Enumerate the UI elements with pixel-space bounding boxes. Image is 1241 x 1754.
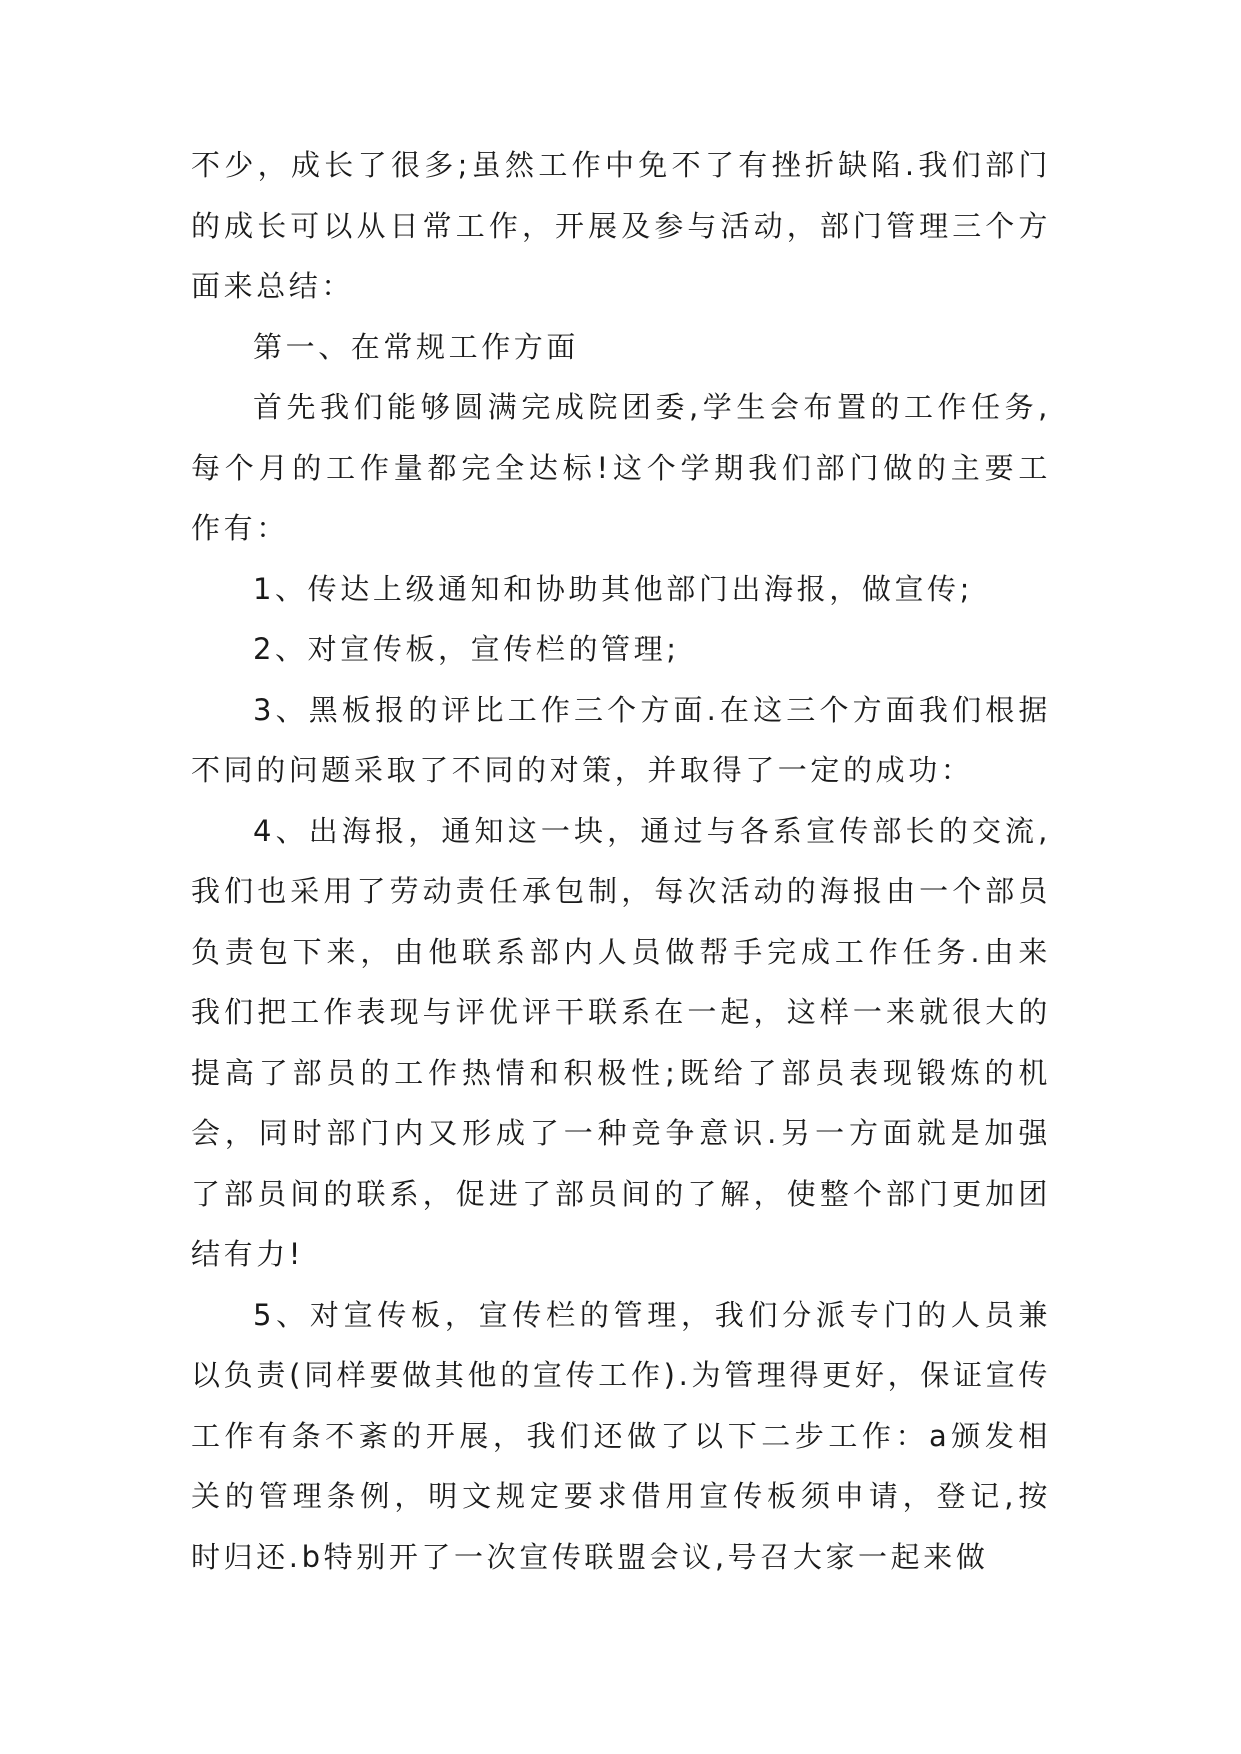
paragraph-section-heading: 第一、在常规工作方面 xyxy=(253,329,580,364)
paragraph-item-3: 3、黑板报的评比工作三个方面.在这三个方面我们根据不同的问题采取了不同的对策，并取得了一定的成功： xyxy=(191,692,1051,787)
paragraph-item-5: 5、对宣传板，宣传栏的管理，我们分派专门的人员兼以负责(同样要做其他的宣传工作).为管理得更好，保证宣传工作有条不紊的开展，我们还做了以下二步工作：a颁发相关的管理条例，明文规定要求借用宣传板须申请，登记,按时归还.b特别开了一次宣传联盟会议,号召大家一起来做 xyxy=(191,1297,1051,1574)
document-body xyxy=(191,135,1051,1587)
paragraph-item-1: 1、传达上级通知和协助其他部门出海报，做宣传; xyxy=(253,571,974,606)
paragraph-item-4: 4、出海报，通知这一块，通过与各系宣传部长的交流,我们也采用了劳动责任承包制，每次活动的海报由一个部员负责包下来，由他联系部内人员做帮手完成工作任务.由来我们把工作表现与评优评干联系在一起，这样一来就很大的提高了部员的工作热情和积极性;既给了部员表现锻炼的机会，同时部门内又形成了一种竞争意识.另一方面就是加强了部员间的联系，促进了部员间的了解，使整个部门更加团结有力! xyxy=(191,813,1051,1271)
paragraph-item-2: 2、对宣传板，宣传栏的管理; xyxy=(253,632,680,666)
paragraph-overview: 首先我们能够圆满完成院团委,学生会布置的工作任务,每个月的工作量都完全达标!这个学期我们部门做的主要工作有： xyxy=(191,390,1051,545)
paragraph-intro: 不少，成长了很多;虽然工作中免不了有挫折缺陷.我们部门的成长可以从日常工作，开展及参与活动，部门管理三个方面来总结： xyxy=(191,148,1051,303)
